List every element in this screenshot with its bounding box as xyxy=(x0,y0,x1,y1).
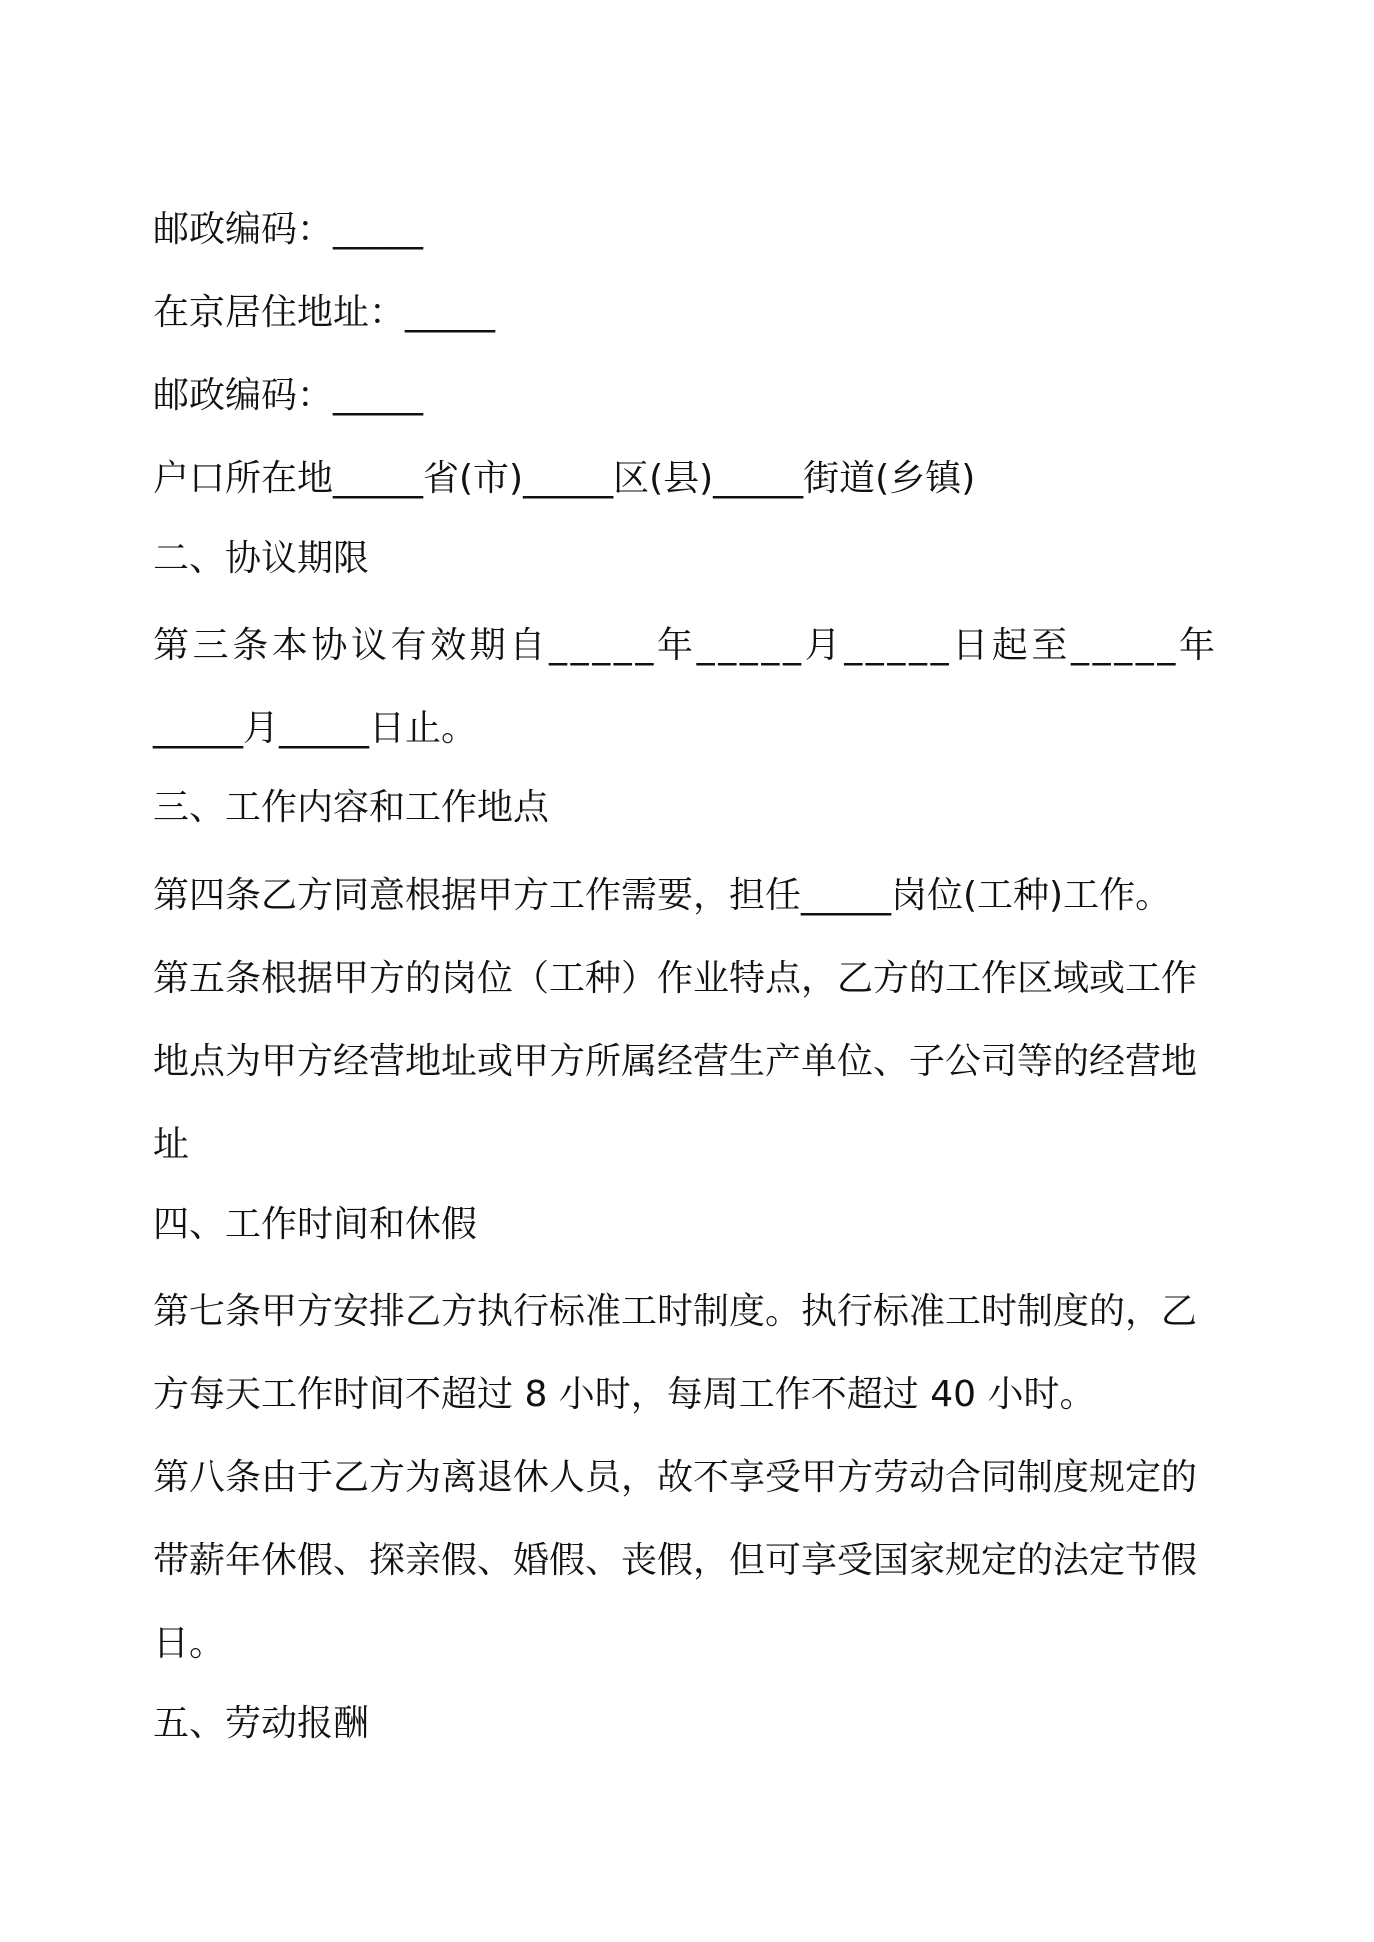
article-7-line-2: 方每天工作时间不超过 8 小时，每周工作不超过 40 小时。 xyxy=(153,1374,1096,1415)
article-5-line-2: 地点为甲方经营地址或甲方所属经营生产单位、子公司等的经营地 xyxy=(153,1041,1198,1082)
section-heading-work-hours: 四、工作时间和休假 xyxy=(153,1204,478,1245)
article-5-line-3: 址 xyxy=(153,1124,190,1165)
article-4-line: 第四条乙方同意根据甲方工作需要，担任_____岗位(工种)工作。 xyxy=(153,875,1172,916)
beijing-address-line: 在京居住地址：_____ xyxy=(153,292,496,333)
article-7-line-1: 第七条甲方安排乙方执行标准工时制度。执行标准工时制度的，乙 xyxy=(153,1291,1198,1332)
article-3-line-1: 第三条本协议有效期自_____年_____月_____日起至_____年 xyxy=(153,625,1219,666)
article-5-line-1: 第五条根据甲方的岗位（工种）作业特点，乙方的工作区域或工作 xyxy=(153,958,1198,999)
section-heading-agreement-term: 二、协议期限 xyxy=(153,538,370,579)
postal-code-line-1: 邮政编码：_____ xyxy=(153,209,424,250)
section-heading-work-content: 三、工作内容和工作地点 xyxy=(153,787,550,828)
postal-code-line-2: 邮政编码：_____ xyxy=(153,375,424,416)
section-heading-remuneration: 五、劳动报酬 xyxy=(153,1703,370,1744)
article-3-line-2: _____月_____日止。 xyxy=(153,708,478,749)
article-8-line-2: 带薪年休假、探亲假、婚假、丧假，但可享受国家规定的法定节假 xyxy=(153,1540,1198,1581)
article-8-line-3: 日。 xyxy=(153,1623,226,1664)
household-registration-line: 户口所在地_____省(市)_____区(县)_____街道(乡镇) xyxy=(153,458,976,499)
article-8-line-1: 第八条由于乙方为离退休人员，故不享受甲方劳动合同制度规定的 xyxy=(153,1457,1198,1498)
